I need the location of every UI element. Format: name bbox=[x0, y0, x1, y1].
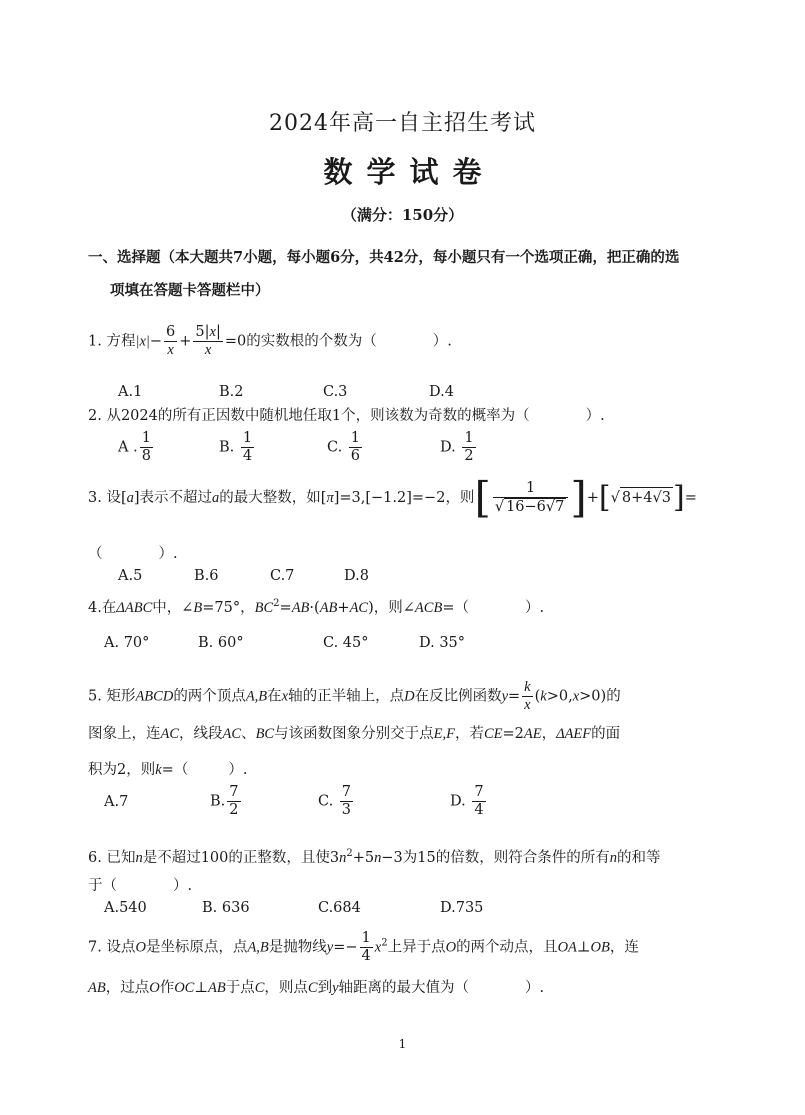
q5-option-b: B. $\frac{7}{2}$ bbox=[210, 784, 239, 818]
question-4: 4.在ΔABC中，∠B=75°，$BC^2=AB\cdot(AB+AC)$，则∠ACB=（ ）. bbox=[88, 598, 545, 616]
question-3-cont: （ ）. bbox=[88, 546, 178, 562]
q2-option-c: C. $\frac{1}{6}$ bbox=[327, 430, 361, 464]
q2-option-a: A . $\frac{1}{8}$ bbox=[118, 430, 151, 464]
q3-option-a: A.5 bbox=[118, 568, 143, 584]
q5-option-a: A.7 bbox=[104, 794, 129, 810]
exam-title: 2024年高一自主招生考试 bbox=[269, 111, 536, 136]
q1-option-c: C.3 bbox=[323, 384, 348, 400]
q6-option-a: A.540 bbox=[104, 900, 147, 916]
question-7-cont: AB，过点O作OC⊥AB于点C，则点C到y轴距离的最大值为（ ）. bbox=[88, 980, 545, 996]
subject-title: 数学试卷 bbox=[323, 155, 496, 189]
q6-option-b: B. 636 bbox=[202, 900, 250, 916]
question-5: 5. 矩形ABCD的两个顶点A,B在x轴的正半轴上，点D在反比例函数y= $\frac{k}{x}$ (k>0,x>0)的 bbox=[88, 679, 621, 713]
q2-option-d: D. $\frac{1}{2}$ bbox=[440, 430, 474, 464]
question-2: 2. 从2024的所有正因数中随机地任取1个，则该数为奇数的概率为（ ）. bbox=[88, 408, 605, 424]
q2-option-b: B. $\frac{1}{4}$ bbox=[219, 430, 253, 464]
q4-option-c: C. 45° bbox=[323, 635, 369, 651]
q1-option-b: B.2 bbox=[219, 384, 244, 400]
q5-option-c: C. $\frac{7}{3}$ bbox=[318, 784, 352, 818]
question-5-line2: 图象上，连AC，线段AC、BC与该函数图象分别交于点E,F，若CE=2AE，ΔAEF的面 bbox=[88, 726, 621, 742]
q1-option-d: D.4 bbox=[429, 384, 454, 400]
q6-option-d: D.735 bbox=[440, 900, 484, 916]
q3-option-d: D.8 bbox=[344, 568, 369, 584]
q5-option-d: D. $\frac{7}{4}$ bbox=[450, 784, 484, 818]
q3-option-b: B.6 bbox=[194, 568, 219, 584]
question-5-line3: 积为2，则k=（ ）. bbox=[88, 762, 248, 778]
section-heading-cont: 项填在答题卡答题栏中） bbox=[110, 282, 270, 299]
section-heading: 一、选择题（本大题共7小题，每小题6分，共42分，每小题只有一个选项正确，把正确的选 bbox=[88, 249, 680, 266]
q4-option-d: D. 35° bbox=[419, 635, 466, 651]
q1-option-a: A.1 bbox=[118, 384, 143, 400]
question-6: 6. 已知n是不超过100的正整数，且使$3n^2+5n-3$为15的倍数，则符合条件的所有n的和等 bbox=[88, 848, 661, 866]
q6-option-c: C.684 bbox=[318, 900, 361, 916]
q4-option-a: A. 70° bbox=[104, 635, 150, 651]
question-6-cont: 于（ ）. bbox=[88, 878, 193, 894]
question-7: 7. 设点O是坐标原点，点A,B是抛物线y=− $\frac{1}{4}$ $x^2$上异于点O的两个动点，且OA⊥OB，连 bbox=[88, 930, 639, 964]
q3-option-c: C.7 bbox=[270, 568, 295, 584]
full-score: （满分：150分） bbox=[341, 206, 464, 224]
page-number: 1 bbox=[398, 1037, 407, 1051]
q4-option-b: B. 60° bbox=[198, 635, 244, 651]
question-3: 3. 设[a]表示不超过a的最大整数，如[π]=3,[−1.2]=−2，则[ $\frac{1}{√ 16-6√7}$ ]+[√ 8+4√3]= bbox=[88, 473, 697, 522]
question-1: 1. 方程|x|− $\frac{6}{x}$ + $\frac{5|x|}{x}$ =0的实数根的个数为（ ）. bbox=[88, 324, 452, 358]
